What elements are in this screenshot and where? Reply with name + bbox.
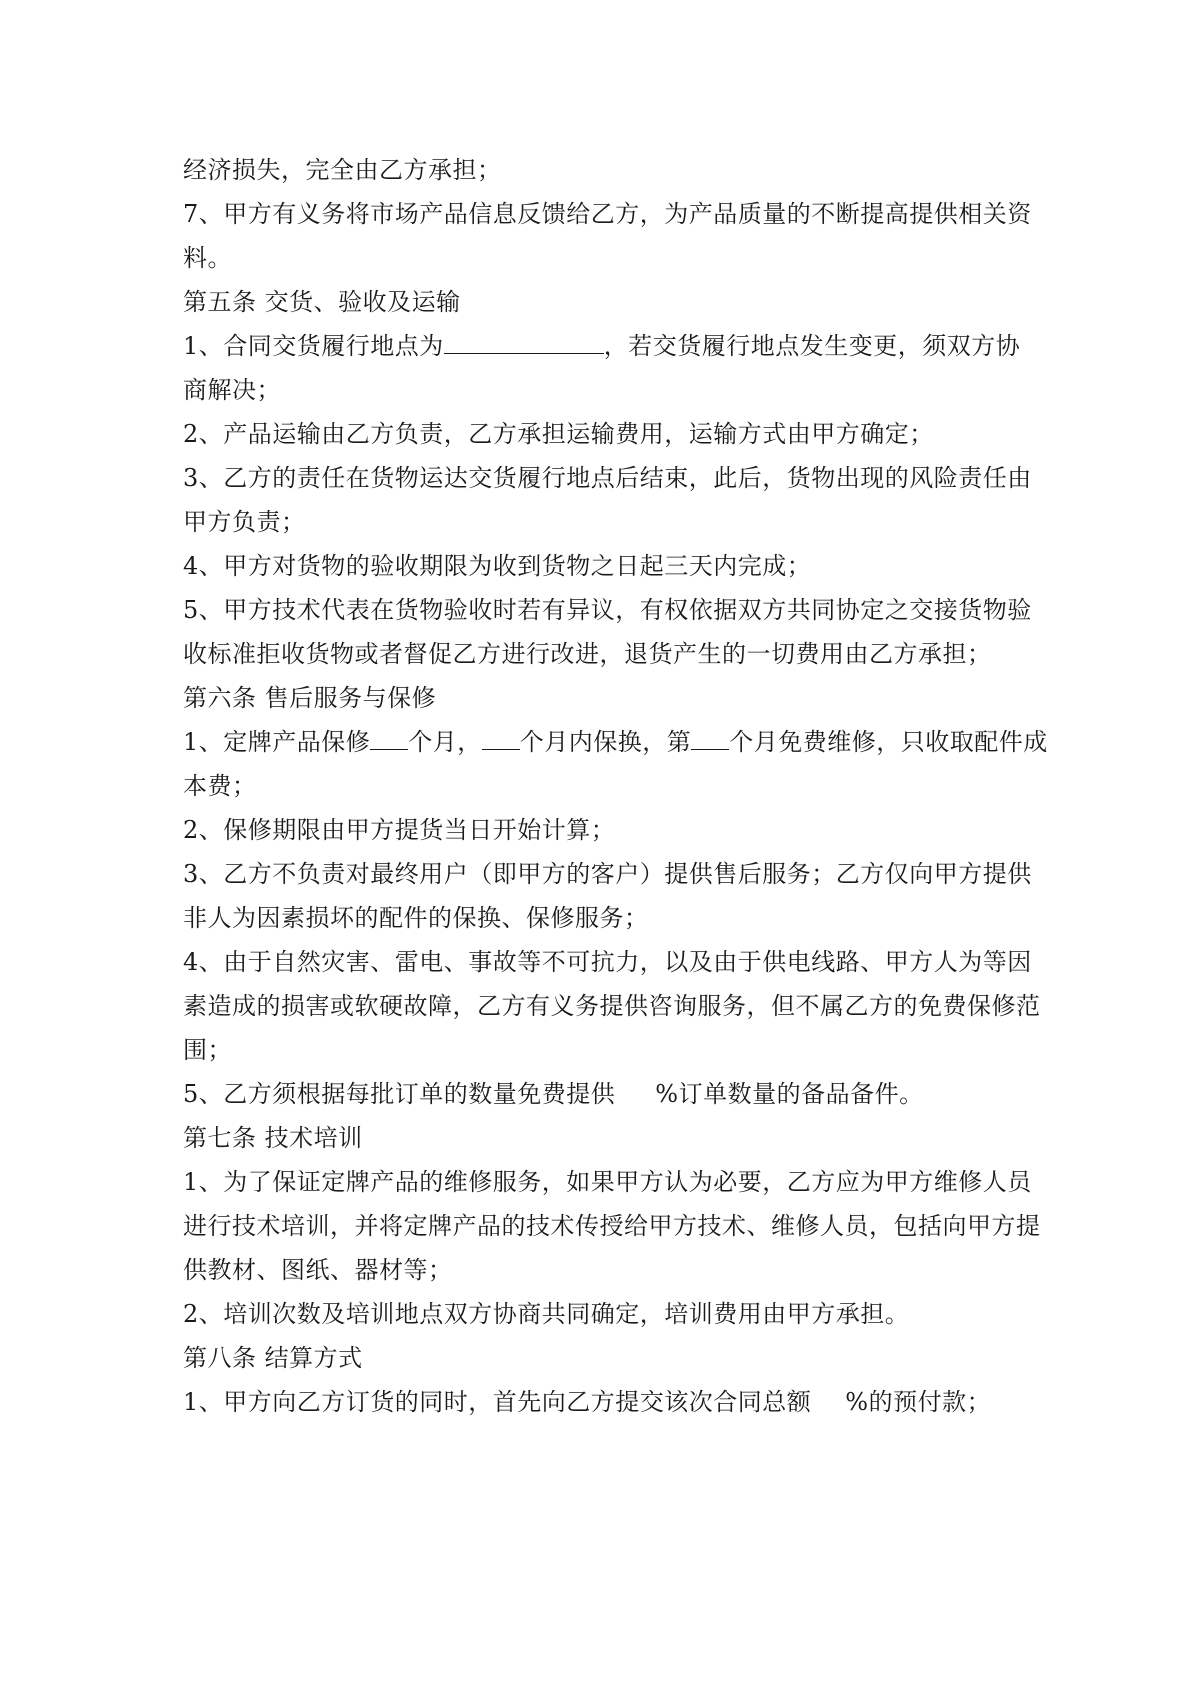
text-segment: %订单数量的备品备件。 bbox=[655, 1080, 924, 1108]
section-heading: 第五条 交货、验收及运输 bbox=[183, 288, 461, 316]
text-line: 7、甲方有义务将市场产品信息反馈给乙方，为产品质量的不断提高提供相关资 bbox=[183, 200, 1032, 228]
fill-in-blank[interactable] bbox=[691, 723, 729, 750]
text-line: 收标准拒收货物或者督促乙方进行改进，退货产生的一切费用由乙方承担； bbox=[183, 640, 992, 668]
text-line: 素造成的损害或软硬故障，乙方有义务提供咨询服务，但不属乙方的免费保修范 bbox=[183, 992, 1041, 1020]
section-heading: 第八条 结算方式 bbox=[183, 1344, 363, 1372]
text-line bbox=[183, 1072, 1023, 1116]
text-line: 4、甲方对货物的验收期限为收到货物之日起三天内完成； bbox=[183, 552, 812, 580]
text-line: 3、乙方不负责对最终用户（即甲方的客户）提供售后服务；乙方仅向甲方提供 bbox=[183, 860, 1032, 888]
document-page bbox=[183, 148, 1048, 1424]
text-segment: %的预付款； bbox=[845, 1388, 992, 1416]
text-segment: ，若交货履行地点发生变更，须双方协 bbox=[603, 332, 1021, 360]
text-line: 料。 bbox=[183, 244, 232, 272]
text-line: 2、保修期限由甲方提货当日开始计算； bbox=[183, 816, 616, 844]
fill-in-blank[interactable] bbox=[370, 723, 408, 750]
text-line bbox=[183, 324, 1023, 368]
text-line: 5、甲方技术代表在货物验收时若有异议，有权依据双方共同协定之交接货物验 bbox=[183, 596, 1032, 624]
text-line: 商解决； bbox=[183, 376, 281, 404]
text-line: 3、乙方的责任在货物运达交货履行地点后结束，此后，货物出现的风险责任由 bbox=[183, 464, 1032, 492]
fill-in-blank[interactable] bbox=[444, 327, 604, 354]
text-line: 1、为了保证定牌产品的维修服务，如果甲方认为必要，乙方应为甲方维修人员 bbox=[183, 1168, 1032, 1196]
text-line: 进行技术培训，并将定牌产品的技术传授给甲方技术、维修人员，包括向甲方提 bbox=[183, 1212, 1041, 1240]
text-line: 围； bbox=[183, 1036, 232, 1064]
text-segment: 5、乙方须根据每批订单的数量免费提供 bbox=[183, 1080, 616, 1108]
text-line: 供教材、图纸、器材等； bbox=[183, 1256, 453, 1284]
section-heading: 第六条 售后服务与保修 bbox=[183, 684, 437, 712]
text-line: 甲方负责； bbox=[183, 508, 306, 536]
text-segment: 个月内保换，第 bbox=[519, 728, 692, 756]
text-line bbox=[183, 720, 1048, 764]
section-heading: 第七条 技术培训 bbox=[183, 1124, 363, 1152]
text-segment: 1、合同交货履行地点为 bbox=[183, 332, 444, 360]
text-line: 4、由于自然灾害、雷电、事故等不可抗力，以及由于供电线路、甲方人为等因 bbox=[183, 948, 1032, 976]
text-line bbox=[183, 1380, 1023, 1424]
text-segment: 1、定牌产品保修 bbox=[183, 728, 371, 756]
text-segment: 个月免费维修，只收取配件成 bbox=[729, 728, 1048, 756]
text-line: 2、产品运输由乙方负责，乙方承担运输费用，运输方式由甲方确定； bbox=[183, 420, 934, 448]
text-segment: 1、甲方向乙方订货的同时，首先向乙方提交该次合同总额 bbox=[183, 1388, 812, 1416]
text-line: 本费； bbox=[183, 772, 257, 800]
text-line: 非人为因素损坏的配件的保换、保修服务； bbox=[183, 904, 649, 932]
text-segment: 个月， bbox=[408, 728, 482, 756]
fill-in-blank[interactable] bbox=[482, 723, 520, 750]
text-line: 2、培训次数及培训地点双方协商共同确定，培训费用由甲方承担。 bbox=[183, 1300, 910, 1328]
text-line: 经济损失，完全由乙方承担； bbox=[183, 156, 502, 184]
